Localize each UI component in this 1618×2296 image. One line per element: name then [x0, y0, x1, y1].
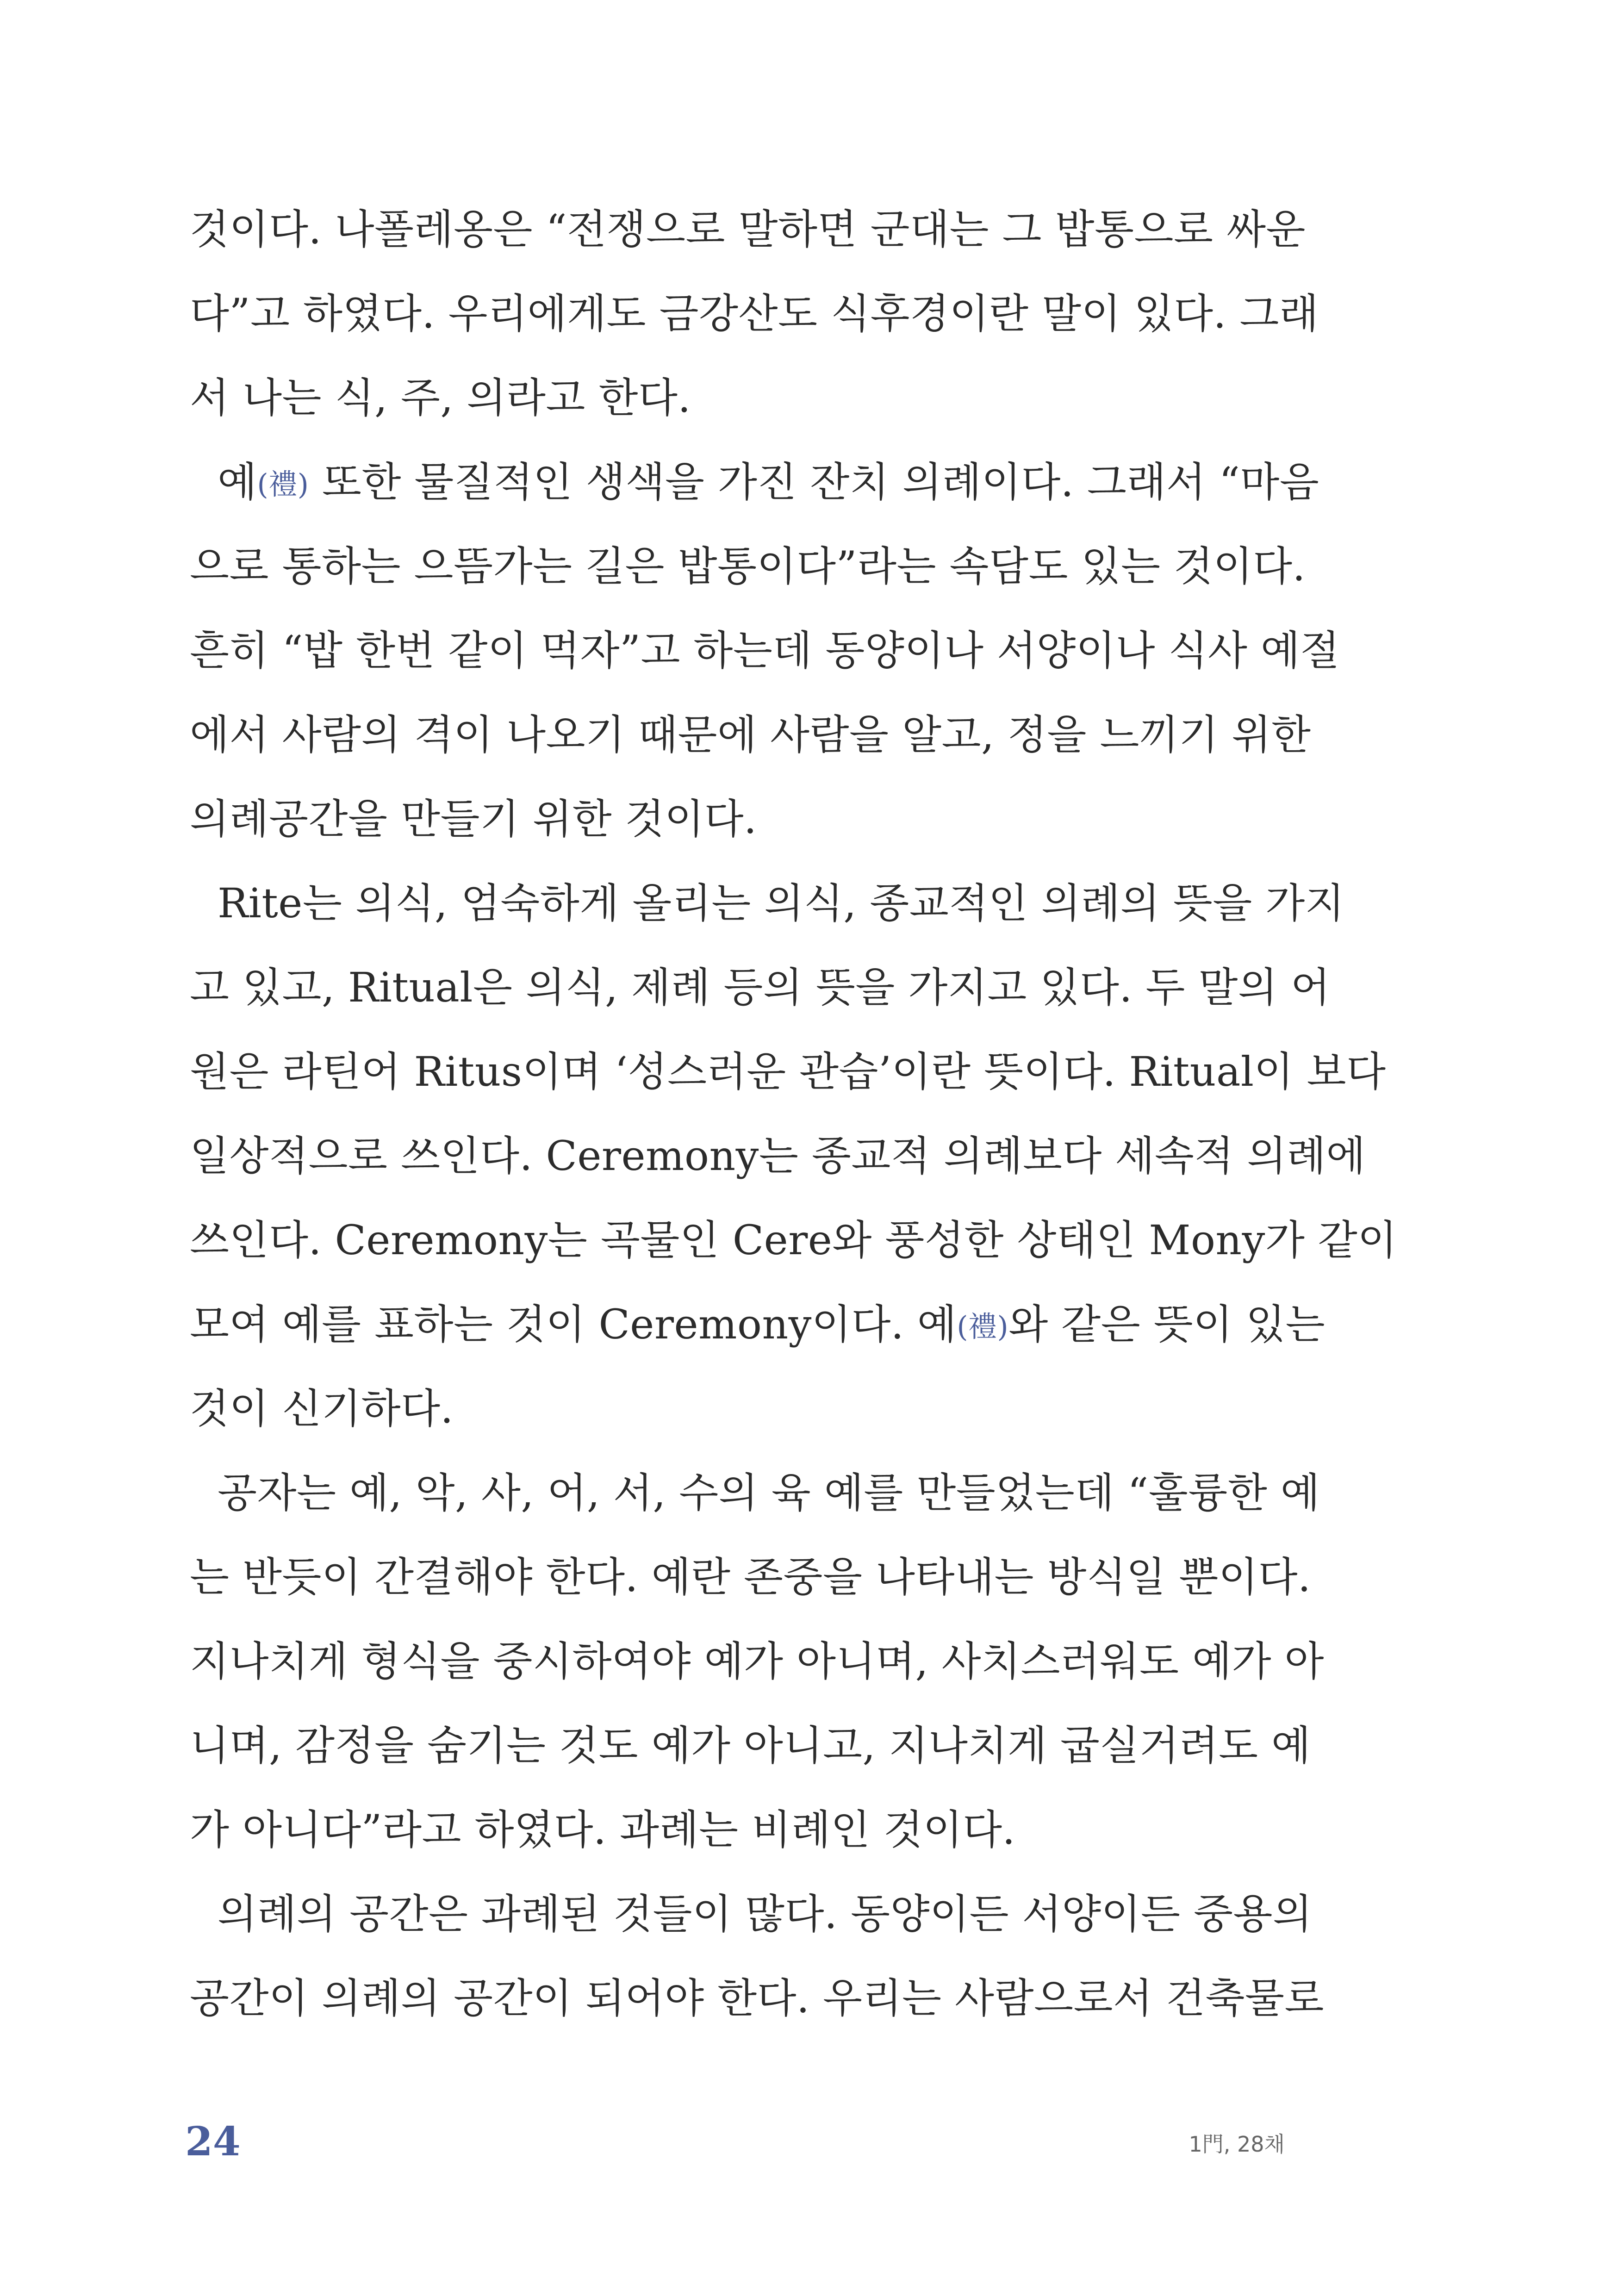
text-line: 지나치게 형식을 중시하여야 예가 아니며, 사치스러워도 예가 아 — [190, 1637, 1324, 1685]
text-line — [190, 1282, 1326, 1367]
text-line: 으로 통하는 으뜸가는 길은 밥통이다”라는 속담도 있는 것이다. — [190, 542, 1306, 590]
text-line — [190, 440, 1319, 524]
text-segment: 예 — [218, 458, 257, 506]
text-segment: 모여 예를 표하는 것이 Ceremony이다. 예 — [190, 1300, 957, 1348]
page-number: 24 — [185, 2118, 241, 2165]
text-line: 는 반듯이 간결해야 한다. 예란 존중을 나타내는 방식일 뿐이다. — [190, 1553, 1311, 1601]
text-line: 것이다. 나폴레옹은 “전쟁으로 말하면 군대는 그 밥통으로 싸운 — [190, 205, 1306, 253]
text-line: 의례의 공간은 과례된 것들이 많다. 동양이든 서양이든 중용의 — [218, 1890, 1313, 1938]
hanja-annotation: (禮) — [257, 467, 309, 501]
text-line: 쓰인다. Ceremony는 곡물인 Cere와 풍성한 상태인 Mony가 같이 — [190, 1216, 1397, 1264]
text-segment: 또한 물질적인 생색을 가진 잔치 의례이다. 그래서 “마음 — [309, 458, 1319, 506]
running-title: 1門, 28채 — [1189, 2132, 1285, 2157]
text-line: 서 나는 식, 주, 의라고 한다. — [190, 374, 691, 422]
text-segment: 와 같은 뜻이 있는 — [1008, 1300, 1326, 1348]
text-line: 공간이 의례의 공간이 되어야 한다. 우리는 사람으로서 건축물로 — [190, 1974, 1324, 2022]
text-line: 니며, 감정을 숨기는 것도 예가 아니고, 지나치게 굽실거려도 예 — [190, 1722, 1311, 1769]
text-line: 것이 신기하다. — [190, 1385, 454, 1432]
body-text — [190, 187, 1397, 2041]
text-line: 가 아니다”라고 하였다. 과례는 비례인 것이다. — [190, 1806, 1015, 1854]
text-line: 다”고 하였다. 우리에게도 금강산도 식후경이란 말이 있다. 그래 — [190, 290, 1319, 337]
text-line: Rite는 의식, 엄숙하게 올리는 의식, 종교적인 의례의 뜻을 가지 — [218, 879, 1345, 927]
text-line: 원은 라틴어 Ritus이며 ‘성스러운 관습’이란 뜻이다. Ritual이 보다 — [190, 1048, 1386, 1095]
text-line: 의례공간을 만들기 위한 것이다. — [190, 795, 757, 843]
text-line: 공자는 예, 악, 사, 어, 서, 수의 육 예를 만들었는데 “훌륭한 예 — [218, 1469, 1320, 1517]
hanja-annotation: (禮) — [957, 1310, 1009, 1344]
text-line: 흔히 “밥 한번 같이 먹자”고 하는데 동양이나 서양이나 식사 예절 — [190, 627, 1340, 674]
text-line: 고 있고, Ritual은 의식, 제례 등의 뜻을 가지고 있다. 두 말의 어 — [190, 964, 1331, 1011]
text-line: 일상적으로 쓰인다. Ceremony는 종교적 의례보다 세속적 의례에 — [190, 1132, 1366, 1180]
text-line: 에서 사람의 격이 나오기 때문에 사람을 알고, 정을 느끼기 위한 — [190, 711, 1311, 759]
